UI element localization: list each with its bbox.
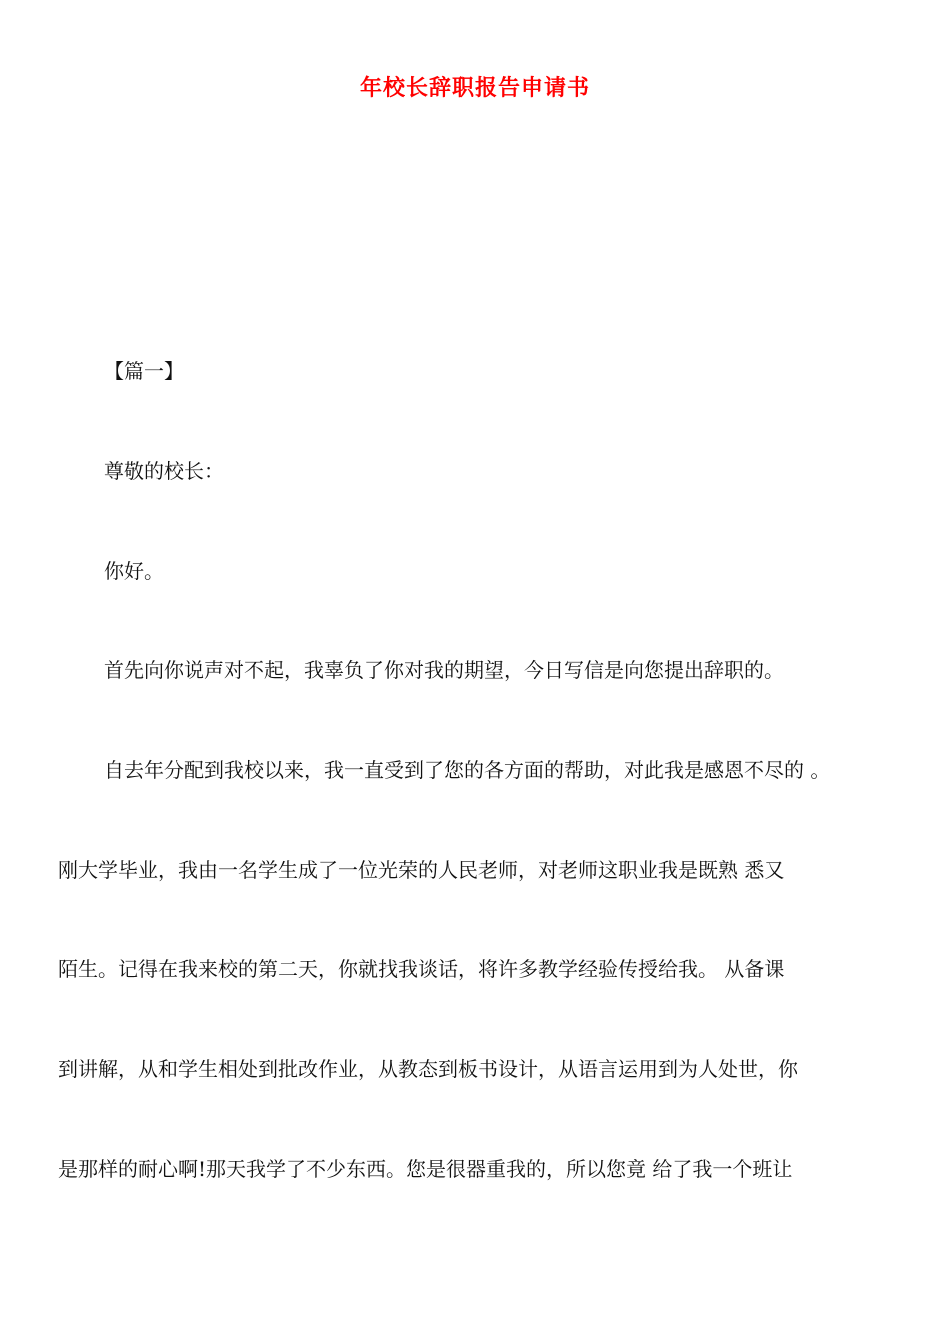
- paragraph-2-line-5: 是那样的耐心啊!那天我学了不少东西。您是很器重我的，所以您竟 给了我一个班让: [58, 1157, 793, 1181]
- document-title: 年校长辞职报告申请书: [359, 76, 590, 101]
- paragraph-2-line-3: 陌生。记得在我来校的第二天，你就找我谈话，将许多教学经验传授给我。 从备课: [58, 957, 785, 981]
- paragraph-2-line-1: 自去年分配到我校以来，我一直受到了您的各方面的帮助，对此我是感恩不尽的 。: [104, 758, 831, 782]
- paragraph-2-line-2: 刚大学毕业，我由一名学生成了一位光荣的人民老师，对老师这职业我是既熟 悉又: [58, 858, 785, 882]
- paragraph-2-line-4: 到讲解，从和学生相处到批改作业，从教态到板书设计，从语言运用到为人处世，你: [58, 1057, 798, 1081]
- section-label: 【篇一】: [104, 359, 184, 383]
- greeting: 你好。: [104, 559, 164, 583]
- paragraph-1: 首先向你说声对不起，我辜负了你对我的期望，今日写信是向您提出辞职的。: [104, 658, 784, 682]
- salutation: 尊敬的校长：: [104, 459, 224, 483]
